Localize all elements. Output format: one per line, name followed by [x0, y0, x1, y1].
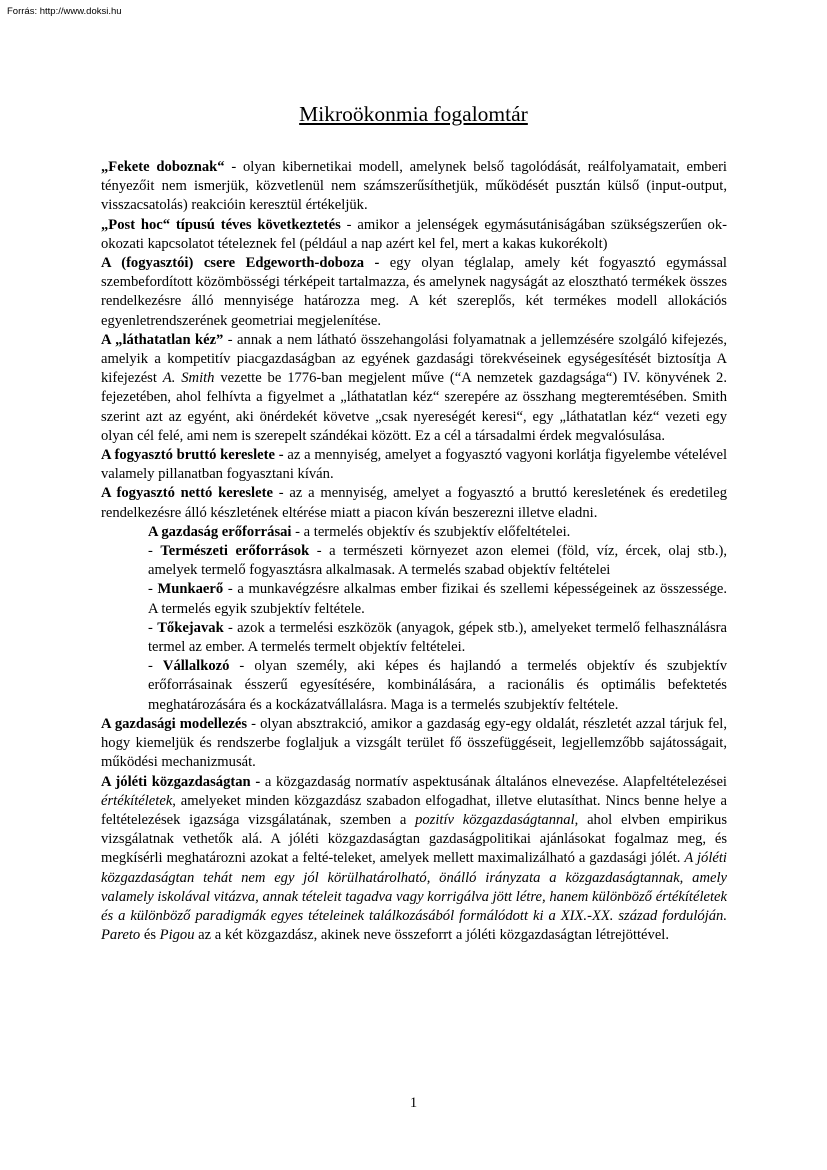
entry-term: A gazdasági modellezés [101, 715, 248, 732]
subentry-term: Munkaerő [157, 581, 224, 598]
subentry-text: - a munkavégzésre alkalmas ember fizikai és szellemi képességeinek az összessége. A termelés egyik szubjektív feltétele. [148, 581, 727, 617]
entry-text: , ahol elvben empirikus vizsgálatnak vethetők alá. A jóléti közgazdaságtan gazdaságpolitikai ajánlásokat fogalmaz meg, és megkísérli meghatározni azokat a felté-teleket, amelyek mellett maximalizálható a gazdasági jólét. [101, 811, 727, 867]
subentry-termeszeti [148, 542, 727, 580]
entry-emphasis: pozitív közgazdaságtannal [415, 811, 575, 828]
entry-text: és [140, 927, 160, 944]
entry-term: A „láthatatlan kéz” [101, 331, 224, 348]
entry-term: A gazdaság erőforrásai [148, 523, 292, 540]
subentry-term: Vállalkozó [162, 658, 230, 675]
subentry-text: - olyan személy, aki képes és hajlandó a termelés objektív és szubjektív erőforrásainak ésszerű egyesítésére, kombinálására, a racionális és optimális befektetés meghatározására és a kockázatvállalásra. Maga is a termelés szubjektív feltétele. [148, 658, 727, 713]
entry-eroforrasok [101, 523, 727, 715]
entry-text: egy olyan téglalap, amely két fogyasztó egymással szembefordított közömbösségi térképeit tartalmazza, és amelynek nagyságát az elosztható termékek összes rendelkezésre álló mennyisége határozza meg. A két szereplős, két termékes modell allokációs egyenletrendszerének geometriai megjelenítése. [101, 255, 727, 329]
entry-joleti-kozgazdasagtan [101, 773, 727, 946]
entry-text: az a mennyiség, amelyet a fogyasztó vagyoni korlátja figyelembe vételével valamely pillanatban fogyasztani kíván. [101, 447, 727, 483]
entry-text: - a termelés objektív és szubjektív előfeltételei. [291, 523, 571, 540]
entry-fekete-doboz [101, 158, 727, 216]
dash: - [148, 619, 158, 636]
subentry-munkaero [148, 580, 727, 618]
subentry-text: - a természeti környezet azon elemei (föld, víz, ércek, olaj stb.), amelyek termelő fogyasztásra alkalmasak. A termelés szabad objektív feltételei [148, 543, 728, 579]
entry-emphasis: Pigou [159, 927, 195, 944]
entry-text: - olyan absztrakció, amikor a gazdaság egy-egy oldalát, részletét azzal tárjuk fel, hogy kiemeljük és rendszerbe foglaljuk a vizsgált terület fő összefüggéseit, legjellemzőbb sajátosságait, működési mechanizmusát. [101, 715, 727, 771]
entry-text: , amelyeket minden közgazdász szabadon elfogadhat, illetve elutasíthat. Nincs benne helye a feltételezések igazsága vizsgálatának, szemben a [101, 792, 727, 828]
document-body [101, 158, 727, 945]
entry-text: vezette be 1776-ban megjelent műve (“A nemzetek gazdagsága“) IV. könyvének 2. fejezetében, ahol felhívta a figyelmet a „láthatatlan kéz“ szerepére az összhang megteremtésében. Smith szerint azt az egyént, aki önérdekét követve „csak nyereségét keresi“, egy „láthatatlan kéz“ vezeti egy olyan cél felé, ami nem is szerepelt szándékai között. Ez a cél a társadalmi érdek megvalósulása. [101, 370, 727, 444]
entry-post-hoc [101, 216, 727, 254]
entry-gazdasagi-modellezes [101, 715, 727, 773]
subentry-term: Tőkejavak [157, 619, 224, 636]
subentry-vallalkozo [148, 657, 727, 715]
entry-text: az a két közgazdász, akinek neve összeforrt a jóléti közgazdaságtan létrejöttével. [194, 927, 670, 944]
subentry-term: Természeti erőforrások [160, 543, 310, 560]
dash: - [148, 658, 163, 675]
entry-edgeworth-doboz [101, 254, 727, 331]
dash: - [148, 543, 161, 560]
entry-text: - az a mennyiség, amelyet a fogyasztó a bruttó keresletének és eredetileg rendelkezésre álló készletének eltérése miatt a piacon kíván beszerezni illetve eladni. [101, 485, 727, 521]
author-name: A. Smith [162, 370, 215, 387]
entry-text: a közgazdaság normatív aspektusának általános elnevezése. Alapfeltételezései [260, 773, 727, 790]
entry-text: - olyan kibernetikai modell, amelynek belső tagolódását, reálfolyamatait, emberi tényezőit nem ismerjük, közvetlenül nem számszerűsíthetjük, működését pusztán külső (input-output, visszacsatolás) reakcióin keresztül értékeljük. [101, 159, 727, 214]
dash: - [148, 581, 158, 598]
entry-eroforrasok-intro [148, 523, 727, 542]
entry-term: A jóléti közgazdaságtan - [101, 773, 261, 790]
entry-term: A fogyasztó nettó kereslete [101, 485, 273, 502]
entry-term: A fogyasztó bruttó kereslete - [101, 447, 284, 464]
entry-emphasis: értékítéletek [101, 792, 173, 809]
entry-text: - amikor a jelenségek egymásutániságában szükségszerűen ok-okozati kapcsolatot tételeznek fel (például a nap azért kel fel, mert a kakas kukorékolt) [101, 216, 727, 252]
entry-brutto-kereslet [101, 446, 727, 484]
entry-term: „Fekete doboznak“ [101, 159, 225, 175]
entry-text: - annak a nem látható összehangolási folyamatnak a jellemzésére szolgáló kifejezés, amelyik a kompetitív piacgazdaságban az egyének gazdasági törekvéseinek egységesítését biztosítja A kifejezést [101, 331, 728, 387]
entry-netto-kereslet [101, 484, 727, 522]
entry-lathatatlan-kez [101, 331, 727, 446]
page-number: 1 [409, 1095, 418, 1111]
subentry-tokejavak [148, 619, 727, 657]
source-url: Forrás: http://www.doksi.hu [7, 6, 122, 17]
entry-term: „Post hoc“ típusú téves következtetés [101, 216, 341, 233]
page-title: Mikroökonmia fogalomtár [299, 102, 528, 126]
entry-emphasis: A jóléti közgazdaságtan tehát nem egy jól körülhatárolható, önálló irányzata a közgazdaságtannak, amely valamely iskolával vitázva, annak tételeit tagadva vagy korrigálva jött létre, hanem különböző értékítéletek és a különböző paradigmák egyes tételeinek találkozásából formálódott ki a XIX.-XX. század fordulóján. Pareto [101, 850, 727, 944]
entry-term: A (fogyasztói) csere Edgeworth-doboza - [101, 255, 380, 272]
subentry-text: - azok a termelési eszközök (anyagok, gépek stb.), amelyeket termelő felhasználásra termel az ember. A termelés termelt objektív feltételei. [148, 619, 728, 656]
